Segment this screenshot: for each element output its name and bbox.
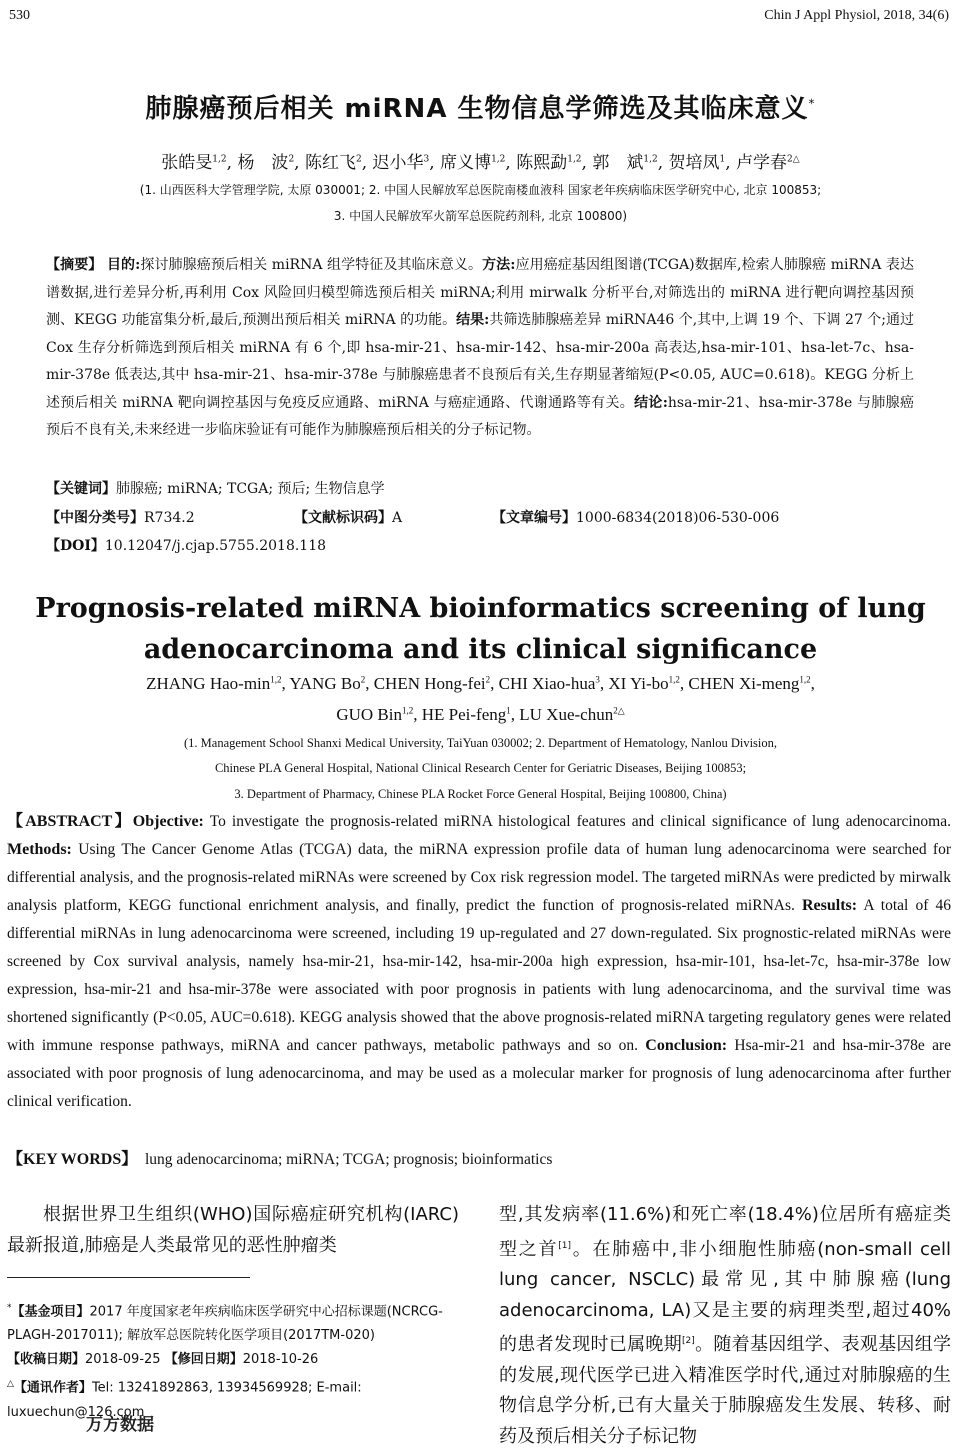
- affiliations-en-line1: (1. Management School Shanxi Medical University, TaiYuan 030002; 2. Department of Hematology, Nanlou Division,: [184, 736, 777, 750]
- author-name: [373, 153, 430, 173]
- abstract-en-methods-label: Methods:: [7, 841, 72, 858]
- abstract-cn-objective: 探讨肺腺癌预后相关 miRNA 组学特征及其临床意义。: [140, 257, 483, 273]
- author-name: [289, 674, 365, 693]
- author-name-text: 卢学春: [736, 153, 788, 173]
- title-en-line1: Prognosis-related miRNA bioinformatics screening of lung: [35, 593, 926, 624]
- abstract-cn-methods-label: 方法:: [482, 257, 516, 273]
- abstract-en-conclusion-label: Conclusion:: [645, 1037, 728, 1054]
- authors-en-line2: GUO Bin$^{1,2}$, HE Pei-feng$^1$, LU Xue-chun$^{2\triangle}$: [336, 705, 625, 724]
- title-cn-text: 肺腺癌预后相关 miRNA 生物信息学筛选及其临床意义: [145, 94, 809, 124]
- journal-citation: Chin J Appl Physiol, 2018, 34(6): [764, 8, 949, 23]
- affiliations-cn-line1: (1. 山西医科大学管理学院, 太原 030001; 2. 中国人民解放军总医院南楼血液科 国家老年疾病临床医学研究中心, 北京 100853;: [139, 183, 822, 197]
- author-name: [736, 153, 800, 173]
- abstract-en-objective-label: Objective:: [132, 813, 204, 830]
- received-label: 【收稿日期】: [7, 1352, 86, 1368]
- keywords-cn-label: 【关键词】: [46, 481, 116, 497]
- document-code-value: A: [392, 510, 403, 526]
- author-affiliation-mark: 2: [360, 674, 366, 685]
- author-name: [146, 674, 281, 693]
- affiliations-en-line2: Chinese PLA General Hospital, National Clinical Research Center for Geriatric Diseases, Beijing 100853;: [214, 761, 747, 775]
- author-name-text: 贺培凤: [668, 153, 720, 173]
- author-affiliation-mark: 1: [719, 154, 726, 165]
- author-name: [688, 674, 810, 693]
- received-date: 2018-09-25: [85, 1352, 161, 1368]
- article-number-label: 【文章编号】: [492, 510, 576, 526]
- footnote-separator: [7, 1277, 250, 1278]
- title-cn: [0, 88, 961, 125]
- author-name-text: CHI Xiao-hua: [498, 674, 596, 693]
- fund-text: 2017 年度国家老年疾病临床医学研究中心招标课题(NCRCG-PLAGH-2017011); 解放军总医院转化医学项目(2017TM-020): [7, 1304, 443, 1344]
- fund-footnote: [7, 1296, 462, 1348]
- author-affiliation-mark: 1,2: [491, 154, 506, 165]
- keywords-en-text: lung adenocarcinoma; miRNA; TCGA; prognosis; bioinformatics: [145, 1151, 553, 1168]
- affiliations-cn-line2: 3. 中国人民解放军火箭军总医院药剂科, 北京 100800): [333, 209, 628, 223]
- author-name-text: ZHANG Hao-min: [146, 674, 271, 693]
- corresponding-author-footnote: [7, 1372, 462, 1424]
- abstract-cn-results: 共筛选肺腺癌差异 miRNA46 个,其中,上调 19 个、下调 27 个;通过 Cox 生存分析筛选到预后相关 miRNA 有 6 个,即 hsa-mir-21、hsa-mir-142、hsa-mir-200a 高表达,hsa-mir-101、hsa-let-7c、hsa-mir-378e 低表达,其中 hsa-mir-21、hsa-mir-378e 与肺腺癌患者不良预后有关,生存期显著缩短(P<0.05, AUC=0.618)。KEGG 分析上述预后相关 miRNA 靶向调控基因与免疫反应通路、miRNA 与癌症通路、代谢通路等有关。: [46, 312, 914, 411]
- author-name: [305, 153, 362, 173]
- author-name-text: LU Xue-chun: [519, 705, 614, 724]
- author-name-text: CHEN Hong-fei: [373, 674, 486, 693]
- dates-footnote: [7, 1348, 462, 1372]
- body-left-column: 根据世界卫生组织(WHO)国际癌症研究机构(IARC)最新报道,肺癌是人类最常见的恶性肿瘤类: [7, 1204, 459, 1256]
- title-en-line2: adenocarcinoma and its clinical significance: [143, 634, 818, 665]
- author-name-text: 席义博: [440, 153, 492, 173]
- author-name-text: 杨 波: [237, 153, 289, 173]
- clc-label: 【中图分类号】: [46, 510, 144, 526]
- doi-value[interactable]: 10.12047/j.cjap.5755.2018.118: [104, 538, 327, 554]
- author-affiliation-mark: 2: [355, 154, 362, 165]
- clc-number: [46, 507, 195, 527]
- author-name: [374, 674, 490, 693]
- citation-ref-1[interactable]: [1]: [558, 1240, 572, 1251]
- keywords-cn-text: 肺腺癌; miRNA; TCGA; 预后; 生物信息学: [116, 481, 385, 497]
- watermark: 万方数据: [86, 1415, 154, 1435]
- author-name: [161, 153, 226, 173]
- abstract-en-results: A total of 46 differential miRNAs in lung adenocarcinoma were screened, including 19 up-regulated and 27 down-regulated. Six prognostic-related miRNAs were screened by Cox survival analysis, namely hsa-mir-21, hsa-mir-142, hsa-mir-200a high expression, hsa-mir-101, hsa-let-7c, hsa-mir-378e low expression, hsa-mir-21 and hsa-mir-378e were associated with poor prognosis in patients with lung adenocarcinoma, and the survival time was shortened significantly (P<0.05, AUC=0.618). KEGG analysis showed that the above prognosis-related miRNA targeting regulatory genes were related with immune response pathways, miRNA and cancer pathways, metabolic pathways and so on.: [7, 897, 951, 1054]
- page-number: 530: [9, 8, 30, 23]
- article-number-value: 1000-6834(2018)06-530-006: [576, 510, 780, 526]
- author-name: [592, 153, 657, 173]
- corr-text: Tel: 13241892863, 13934569928; E-mail: luxuechun@126.com: [7, 1380, 362, 1420]
- citation-ref-2[interactable]: [2]: [682, 1336, 695, 1346]
- keywords-cn: [46, 478, 385, 498]
- abstract-cn-label: 【摘要】: [46, 257, 103, 273]
- author-name: [499, 674, 600, 693]
- body-right-column: [499, 1200, 951, 1452]
- author-affiliation-mark: 1,2: [668, 674, 680, 685]
- author-name-text: XI Yi-bo: [608, 674, 669, 693]
- author-name-text: CHEN Xi-meng: [688, 674, 800, 693]
- fund-mark: *: [7, 1303, 12, 1313]
- abstract-en-label: 【ABSTRACT】: [7, 813, 133, 830]
- title-en: [0, 588, 961, 670]
- author-affiliation-mark: 1,2: [212, 154, 227, 165]
- author-name-text: 张皓旻: [161, 153, 213, 173]
- abstract-en-conclusion: Hsa-mir-21 and hsa-mir-378e are associated with poor prognosis of lung adenocarcinoma, and may be used as a molecular marker for prognosis of lung adenocarcinoma after further clinical verification.: [7, 1037, 951, 1110]
- abstract-en-results-label: Results:: [801, 897, 858, 914]
- author-name: [422, 705, 511, 724]
- abstract-cn-objective-label: 目的:: [106, 257, 141, 273]
- author-affiliation-mark: 1,2: [402, 705, 414, 716]
- author-affiliation-mark: 3: [423, 154, 430, 165]
- author-name-text: 陈红飞: [304, 153, 356, 173]
- author-affiliation-mark: 2△: [613, 705, 625, 716]
- author-affiliation-mark: 1,2: [799, 674, 811, 685]
- doi-label: 【DOI】: [46, 538, 105, 554]
- abstract-cn-conclusion-label: 结论:: [634, 394, 668, 411]
- authors-en-line1: ZHANG Hao-$\min^{1,2}$, YANG Bo$^2$, CHEN Hong-fei$^2$, CHI Xiao-hua$^3$, XI Yi-bo$^{1,2}$, CHEN Xi-meng$^{1,2}$,: [146, 674, 815, 693]
- author-name: [519, 705, 624, 724]
- author-affiliation-mark: 1,2: [567, 154, 582, 165]
- keywords-en-label: 【KEY WORDS】: [7, 1151, 138, 1168]
- abstract-en-objective: To investigate the prognosis-related miRNA histological features and clinical significance of lung adenocarcinoma.: [209, 813, 951, 830]
- abstract-en-methods: Using The Cancer Genome Atlas (TCGA) data, the miRNA expression profile data of human lung adenocarcinoma were searched for differential analysis, and the prognosis-related miRNAs were screened by Cox risk regression model. The targeted miRNAs were predicted by mirwalk analysis platform, KEGG functional enrichment analysis, and finally, predict the function of prognosis-related miRNAs.: [7, 841, 951, 914]
- body-right-text-a: 型,其发病率(11.6%)和死亡率(18.4%)位居所有癌症类型之首: [499, 1204, 951, 1260]
- abstract-cn-results-label: 结果:: [456, 312, 490, 328]
- footnotes: [7, 1296, 462, 1425]
- abstract-cn-methods: 应用癌症基因组图谱(TCGA)数据库,检索人肺腺癌 miRNA 表达谱数据,进行差异分析,再利用 Cox 风险回归模型筛选预后相关 miRNA;利用 mirwalk 分析平台,对筛选出的 miRNA 进行靶向调控基因预测、KEGG 功能富集分析,最后,预测出预后相关 miRNA 的功能。: [46, 257, 914, 328]
- abstract-cn: [46, 252, 914, 445]
- author-name: [237, 153, 294, 173]
- body-right-text-c: 。随着基因组学、表观基因组学的发展,现代医学已进入精准医学时代,通过对肺腺癌的生物信息学分析,已有大量关于肺腺癌发生发展、转移、耐药及预后相关分子标记物: [499, 1334, 952, 1447]
- author-name: [608, 674, 680, 693]
- abstract-en: [7, 808, 951, 1116]
- author-name-text: HE Pei-feng: [421, 705, 507, 724]
- author-name-text: 郭 斌: [592, 153, 644, 173]
- author-affiliation-mark: 2: [288, 154, 295, 165]
- keywords-en: [7, 1146, 552, 1169]
- author-affiliation-mark: 1: [506, 705, 511, 716]
- document-code: [294, 507, 402, 527]
- abstract-cn-conclusion: hsa-mir-21、hsa-mir-378e 与肺腺癌预后不良有关,未来经进一步临床验证有可能作为肺腺癌预后相关的分子标记物。: [46, 394, 914, 438]
- affiliations-en-line3: 3. Department of Pharmacy, Chinese PLA Rocket Force General Hospital, Beijing 100800, China): [234, 787, 727, 801]
- author-name: [669, 153, 726, 173]
- corr-label: 【通讯作者】: [13, 1380, 92, 1396]
- author-affiliation-mark: 3: [595, 674, 600, 685]
- author-name: [336, 705, 413, 724]
- author-name-text: 陈熙勐: [516, 153, 568, 173]
- doi: [46, 535, 326, 555]
- clc-value: R734.2: [144, 510, 195, 526]
- revised-label: 【修回日期】: [164, 1352, 243, 1368]
- author-affiliation-mark: 1,2: [270, 674, 282, 685]
- author-name: [516, 153, 581, 173]
- author-name-text: YANG Bo: [289, 674, 361, 693]
- corr-mark: △: [7, 1379, 14, 1390]
- author-affiliation-mark: 2: [485, 674, 491, 685]
- author-name-text: 迟小华: [372, 153, 424, 173]
- author-affiliation-mark: 2△: [787, 154, 800, 165]
- revised-date: 2018-10-26: [242, 1352, 319, 1368]
- author-name-text: GUO Bin: [336, 705, 402, 724]
- title-footnote-mark: *: [808, 96, 816, 111]
- body-right-text-b: 。在肺癌中,非小细胞性肺癌(non-small cell lung cancer, NSCLC)最常见,其中肺腺癌(lung adenocarcinoma, LA)又是主要的病理类型,超过40%的患者发现时已属晚期: [499, 1238, 951, 1355]
- author-affiliation-mark: 1,2: [643, 154, 658, 165]
- author-name: [440, 153, 505, 173]
- authors-cn: 张皓旻$^{1,2}$, 杨 波$^2$, 陈红飞$^2$, 迟小华$^3$, 席义博$^{1,2}$, 陈熙勐$^{1,2}$, 郭 斌$^{1,2}$, 贺培凤$^1$, 卢学春$^{2\triangle}$: [161, 153, 800, 173]
- article-number: [492, 507, 779, 527]
- document-code-label: 【文献标识码】: [294, 510, 392, 526]
- fund-label: 【基金项目】: [11, 1304, 90, 1320]
